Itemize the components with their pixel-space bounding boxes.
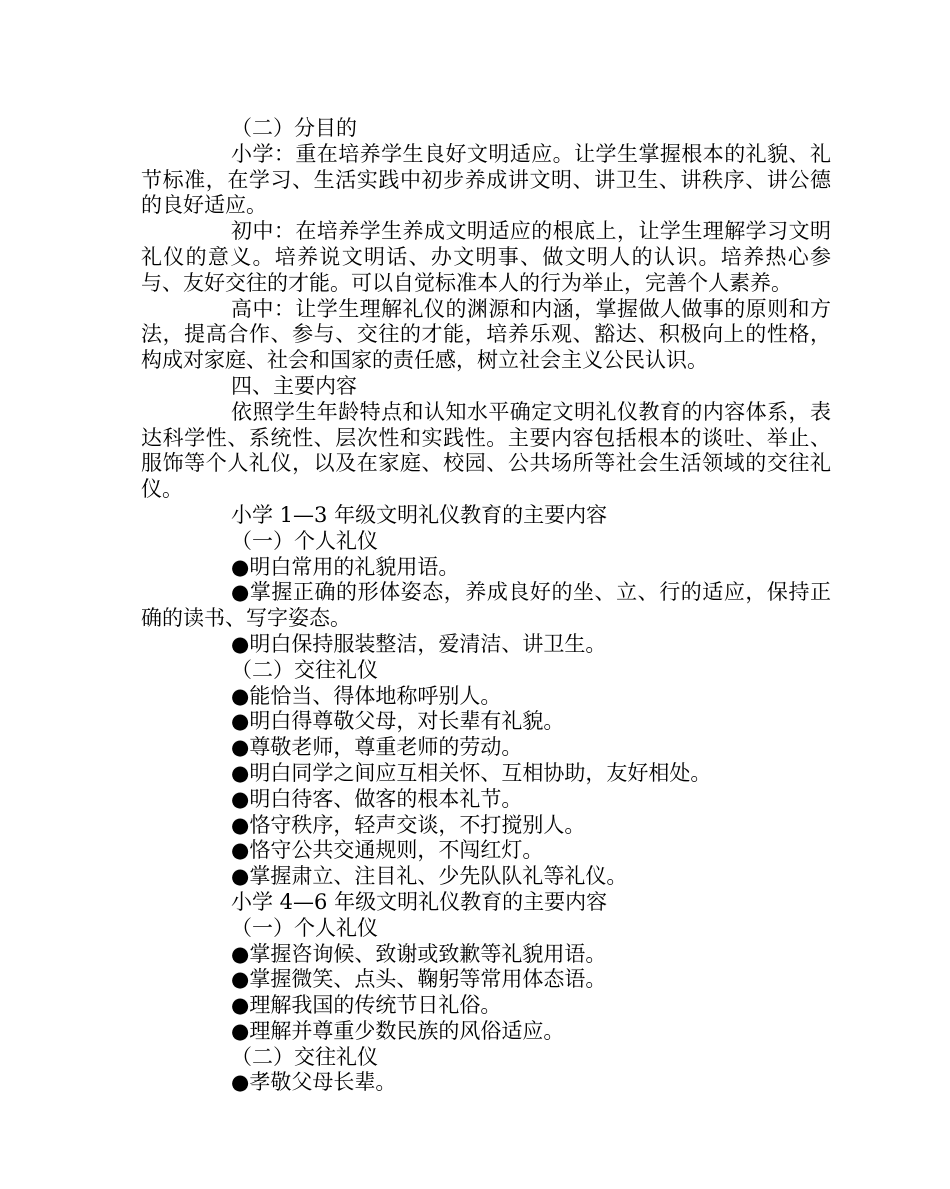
bullet-item: ●能恰当、得体地称呼别人。 bbox=[231, 683, 502, 708]
bullet-item: ●恪守公共交通规则，不闯红灯。 bbox=[231, 838, 544, 863]
bullet-item: ●掌握微笑、点头、鞠躬等常用体态语。 bbox=[231, 967, 607, 992]
bullet-item: ●理解我国的传统节日礼俗。 bbox=[231, 993, 502, 1018]
subsection-title: 小学 1—3 年级文明礼仪教育的主要内容 bbox=[231, 502, 608, 527]
subsection-heading: （二）交往礼仪 bbox=[231, 657, 378, 682]
paragraph-junior: 初中：在培养学生养成文明适应的根底上，让学生理解学习文明礼仪的意义。培养说文明话、办文明事、做文明人的认识。培养热心参与、友好交往的才能。可以自觉标准本人的行为举止，完善个人素养。 bbox=[141, 219, 831, 295]
bullet-item: ●明白得尊敬父母，对长辈有礼貌。 bbox=[231, 709, 565, 734]
subsection-title: 小学 4—6 年级文明礼仪教育的主要内容 bbox=[231, 889, 608, 914]
bullet-item: ●恪守秩序，轻声交谈，不打搅别人。 bbox=[231, 812, 586, 837]
subsection-heading: （一）个人礼仪 bbox=[231, 915, 378, 940]
bullet-item: ●明白同学之间应互相关怀、互相协助，友好相处。 bbox=[231, 760, 712, 785]
bullet-item: ●明白待客、做客的根本礼节。 bbox=[231, 786, 523, 811]
section-heading: 四、主要内容 bbox=[231, 373, 357, 398]
bullet-item: ●明白保持服装整洁，爱清洁、讲卫生。 bbox=[231, 631, 607, 656]
subsection-heading: （一）个人礼仪 bbox=[231, 528, 378, 553]
paragraph-content-overview: 依照学生年龄特点和认知水平确定文明礼仪教育的内容体系，表达科学性、系统性、层次性和实践性。主要内容包括根本的谈吐、举止、服饰等个人礼仪，以及在家庭、校园、公共场所等社会生活领域的交往礼仪。 bbox=[141, 399, 831, 502]
bullet-item: ●掌握咨询候、致谢或致歉等礼貌用语。 bbox=[231, 941, 607, 966]
subsection-heading: （二）交往礼仪 bbox=[231, 1044, 378, 1069]
bullet-item: ●掌握肃立、注目礼、少先队队礼等礼仪。 bbox=[231, 864, 628, 889]
paragraph-primary: 小学：重在培养学生良好文明适应。让学生掌握根本的礼貌、礼节标准，在学习、生活实践中初步养成讲文明、讲卫生、讲秩序、讲公德的良好适应。 bbox=[141, 141, 831, 218]
section-heading: （二）分目的 bbox=[231, 116, 357, 140]
bullet-item: ●明白常用的礼貌用语。 bbox=[231, 554, 460, 579]
bullet-item: ●掌握正确的形体姿态，养成良好的坐、立、行的适应，保持正确的读书、写字姿态。 bbox=[141, 580, 831, 631]
document-page bbox=[141, 116, 831, 1096]
bullet-item: ●尊敬老师，尊重老师的劳动。 bbox=[231, 735, 523, 760]
paragraph-senior: 高中：让学生理解礼仪的渊源和内涵，掌握做人做事的原则和方法，提高合作、参与、交往的才能，培养乐观、豁达、积极向上的性格，构成对家庭、社会和国家的责任感，树立社会主义公民认识。 bbox=[141, 296, 831, 373]
bullet-item: ●孝敬父母长辈。 bbox=[231, 1070, 397, 1095]
bullet-item: ●理解并尊重少数民族的风俗适应。 bbox=[231, 1018, 565, 1043]
